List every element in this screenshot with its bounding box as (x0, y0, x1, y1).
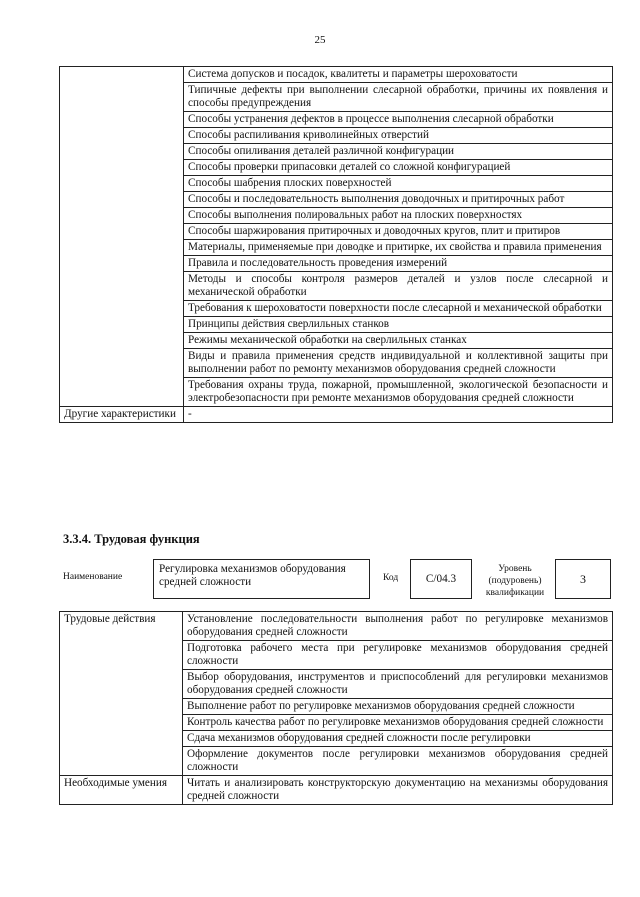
other-characteristics-label: Другие характеристики (60, 407, 184, 423)
knowledge-item: Требования к шероховатости поверхности после слесарной и механической обработки (184, 301, 613, 317)
action-item: Выбор оборудования, инструментов и приспособлений для регулировки механизмов оборудования средней сложности (183, 670, 613, 699)
page-number: 25 (314, 34, 326, 46)
knowledge-item: Способы опиливания деталей различной конфигурации (184, 144, 613, 160)
knowledge-item: Способы шабрения плоских поверхностей (184, 176, 613, 192)
action-item: Подготовка рабочего места при регулировке механизмов оборудования средней сложности (183, 641, 613, 670)
knowledge-item: Способы шаржирования притирочных и доводочных кругов, плит и притиров (184, 224, 613, 240)
action-item: Сдача механизмов оборудования средней сложности после регулировки (183, 731, 613, 747)
action-item: Оформление документов после регулировки механизмов оборудования средней сложности (183, 747, 613, 776)
action-item: Установление последовательности выполнения работ по регулировке механизмов оборудования средней сложности (183, 612, 613, 641)
knowledge-item: Виды и правила применения средств индивидуальной и коллективной защиты при выполнении работ по ремонту механизмов оборудования средней сложности (184, 349, 613, 378)
table-row (60, 776, 613, 805)
knowledge-item: Режимы механической обработки на сверлильных станках (184, 333, 613, 349)
code-box: C/04.3 (410, 559, 472, 599)
code-label: Код (383, 573, 399, 583)
knowledge-item: Система допусков и посадок, квалитеты и параметры шероховатости (184, 67, 613, 83)
skills-label: Необходимые умения (60, 776, 183, 805)
knowledge-item: Способы выполнения полировальных работ на плоских поверхностях (184, 208, 613, 224)
other-characteristics-value: - (184, 407, 613, 423)
level-box: 3 (555, 559, 611, 599)
action-item: Выполнение работ по регулировке механизмов оборудования средней сложности (183, 699, 613, 715)
section-title: 3.3.4. Трудовая функция (63, 532, 200, 546)
knowledge-item: Способы и последовательность выполнения доводочных и притирочных работ (184, 192, 613, 208)
knowledge-item: Методы и способы контроля размеров деталей и узлов после слесарной и механической обработки (184, 272, 613, 301)
knowledge-label-cell (60, 67, 184, 407)
knowledge-item: Материалы, применяемые при доводке и притирке, их свойства и правила применения (184, 240, 613, 256)
table-row (60, 612, 613, 641)
action-item: Контроль качества работ по регулировке механизмов оборудования средней сложности (183, 715, 613, 731)
function-name-box: Регулировка механизмов оборудования средней сложности (153, 559, 370, 599)
knowledge-item: Способы распиливания криволинейных отверстий (184, 128, 613, 144)
knowledge-item: Принципы действия сверлильных станков (184, 317, 613, 333)
table-row (60, 67, 613, 83)
knowledge-item: Правила и последовательность проведения измерений (184, 256, 613, 272)
name-label: Наименование (63, 572, 123, 582)
knowledge-item: Способы устранения дефектов в процессе выполнения слесарной обработки (184, 112, 613, 128)
knowledge-table (59, 66, 613, 423)
knowledge-item: Способы проверки припасовки деталей со сложной конфигурацией (184, 160, 613, 176)
table-row (60, 407, 613, 423)
knowledge-item: Требования охраны труда, пожарной, промышленной, экологической безопасности и электробезопасности при ремонте механизмов оборудования средней сложности (184, 378, 613, 407)
actions-table (59, 611, 613, 805)
level-label: Уровень (подуровень) квалификации (485, 564, 545, 598)
skill-item: Читать и анализировать конструкторскую документацию на механизмы оборудования средней сложности (183, 776, 613, 805)
actions-label: Трудовые действия (60, 612, 183, 776)
knowledge-item: Типичные дефекты при выполнении слесарной обработки, причины их появления и способы предупреждения (184, 83, 613, 112)
